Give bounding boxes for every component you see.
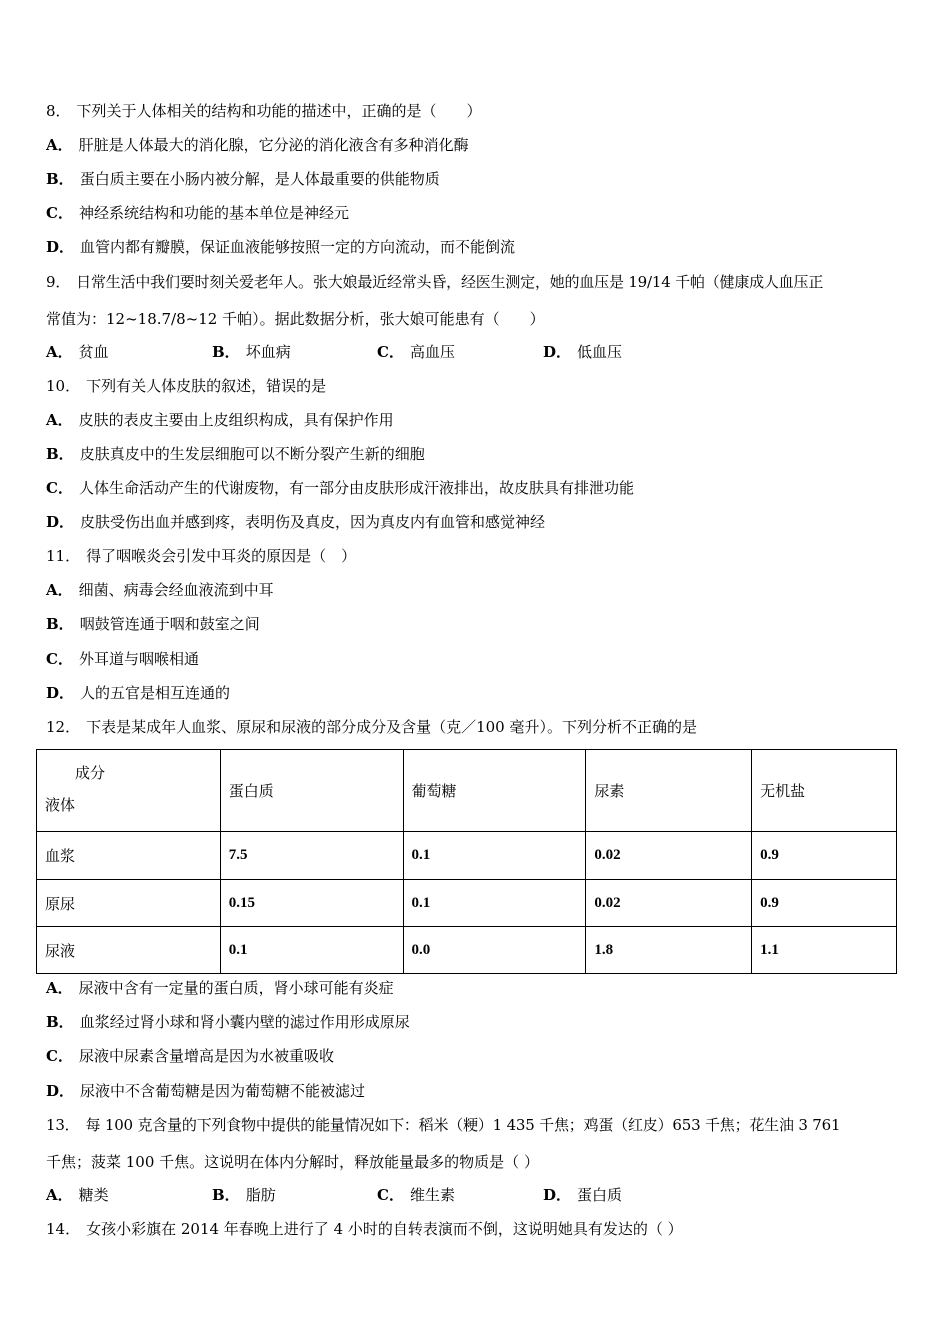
question-13-option-a: A． 糖类 — [46, 1186, 109, 1204]
table-row — [37, 880, 897, 927]
table-cell: 0.02 — [586, 832, 752, 880]
table-row-label: 尿液 — [37, 927, 221, 974]
question-13-stem-line2: 千焦；菠菜 100 千焦。这说明在体内分解时，释放能量最多的物质是（ ） — [46, 1153, 539, 1171]
question-9-option-d: D． 低血压 — [543, 343, 623, 361]
question-11-stem: 11． 得了咽喉炎会引发中耳炎的原因是（ ） — [46, 547, 357, 565]
table-cell: 0.02 — [586, 880, 752, 927]
table-corner-bottom: 液体 — [45, 796, 76, 814]
table-corner-cell — [37, 750, 221, 832]
question-9-options — [46, 342, 746, 362]
question-9-option-c: C． 高血压 — [377, 343, 455, 361]
table-header-cell: 无机盐 — [752, 750, 897, 832]
table-header-cell: 葡萄糖 — [403, 750, 586, 832]
table-cell: 0.1 — [220, 927, 403, 974]
question-8-stem: 8． 下列关于人体相关的结构和功能的描述中，正确的是（ ） — [46, 102, 482, 120]
table-row — [37, 927, 897, 974]
table-cell: 1.8 — [586, 927, 752, 974]
question-10-option-a: A． 皮肤的表皮主要由上皮组织构成，具有保护作用 — [46, 411, 394, 429]
question-11-option-c: C． 外耳道与咽喉相通 — [46, 650, 199, 668]
table-cell: 0.0 — [403, 927, 586, 974]
table-header-cell: 尿素 — [586, 750, 752, 832]
question-12-option-d: D． 尿液中不含葡萄糖是因为葡萄糖不能被滤过 — [46, 1082, 366, 1100]
table-cell: 0.9 — [752, 832, 897, 880]
question-8-option-a: A． 肝脏是人体最大的消化腺，它分泌的消化液含有多种消化酶 — [46, 136, 469, 154]
table-cell: 1.1 — [752, 927, 897, 974]
question-13-option-c: C． 维生素 — [377, 1186, 455, 1204]
table-header-cell: 蛋白质 — [220, 750, 403, 832]
table-row-label: 血浆 — [37, 832, 221, 880]
table-cell: 0.15 — [220, 880, 403, 927]
question-9-stem-line2: 常值为：12~18.7/8~12 千帕）。据此数据分析，张大娘可能患有（ ） — [46, 310, 545, 328]
question-12-option-c: C． 尿液中尿素含量增高是因为水被重吸收 — [46, 1047, 334, 1065]
question-12-stem: 12． 下表是某成年人血浆、原尿和尿液的部分成分及含量（克／100 毫升）。下列分析不正确的是 — [46, 718, 697, 736]
question-8-option-b: B． 蛋白质主要在小肠内被分解，是人体最重要的供能物质 — [46, 170, 440, 188]
table-row — [37, 832, 897, 880]
question-13-stem-line1: 13． 每 100 克含量的下列食物中提供的能量情况如下：稻米（粳）1 435 千焦；鸡蛋（红皮）653 千焦；花生油 3 761 — [46, 1116, 841, 1134]
question-11-option-b: B． 咽鼓管连通于咽和鼓室之间 — [46, 615, 260, 633]
question-13-option-d: D． 蛋白质 — [543, 1186, 623, 1204]
question-10-stem: 10． 下列有关人体皮肤的叙述，错误的是 — [46, 377, 327, 395]
table-corner-top: 成分 — [75, 764, 106, 782]
question-13-option-b: B． 脂肪 — [212, 1186, 276, 1204]
table-cell: 0.9 — [752, 880, 897, 927]
question-11-option-d: D． 人的五官是相互连通的 — [46, 684, 231, 702]
table-cell: 0.1 — [403, 832, 586, 880]
question-8-option-d: D． 血管内都有瓣膜，保证血液能够按照一定的方向流动，而不能倒流 — [46, 238, 516, 256]
question-10-option-b: B． 皮肤真皮中的生发层细胞可以不断分裂产生新的细胞 — [46, 445, 425, 463]
question-10-option-c: C． 人体生命活动产生的代谢废物，有一部分由皮肤形成汗液排出，故皮肤具有排泄功能 — [46, 479, 634, 497]
question-11-option-a: A． 细菌、病毒会经血液流到中耳 — [46, 581, 274, 599]
composition-table — [36, 749, 897, 974]
question-9-option-a: A． 贫血 — [46, 343, 109, 361]
table-row-label: 原尿 — [37, 880, 221, 927]
question-8-option-c: C． 神经系统结构和功能的基本单位是神经元 — [46, 204, 349, 222]
question-14-stem: 14． 女孩小彩旗在 2014 年春晚上进行了 4 小时的自转表演而不倒，这说明她具有发达的（ ） — [46, 1220, 683, 1238]
question-12-option-a: A． 尿液中含有一定量的蛋白质，肾小球可能有炎症 — [46, 979, 394, 997]
table-cell: 7.5 — [220, 832, 403, 880]
question-10-option-d: D． 皮肤受伤出血并感到疼，表明伤及真皮，因为真皮内有血管和感觉神经 — [46, 513, 546, 531]
question-12-option-b: B． 血浆经过肾小球和肾小囊内壁的滤过作用形成原尿 — [46, 1013, 410, 1031]
table-header-row — [37, 750, 897, 832]
question-13-options — [46, 1185, 746, 1205]
question-9-stem-line1: 9． 日常生活中我们要时刻关爱老年人。张大娘最近经常头昏，经医生测定，她的血压是 19/14 千帕（健康成人血压正 — [46, 273, 824, 291]
table-cell: 0.1 — [403, 880, 586, 927]
question-9-option-b: B． 坏血病 — [212, 343, 291, 361]
